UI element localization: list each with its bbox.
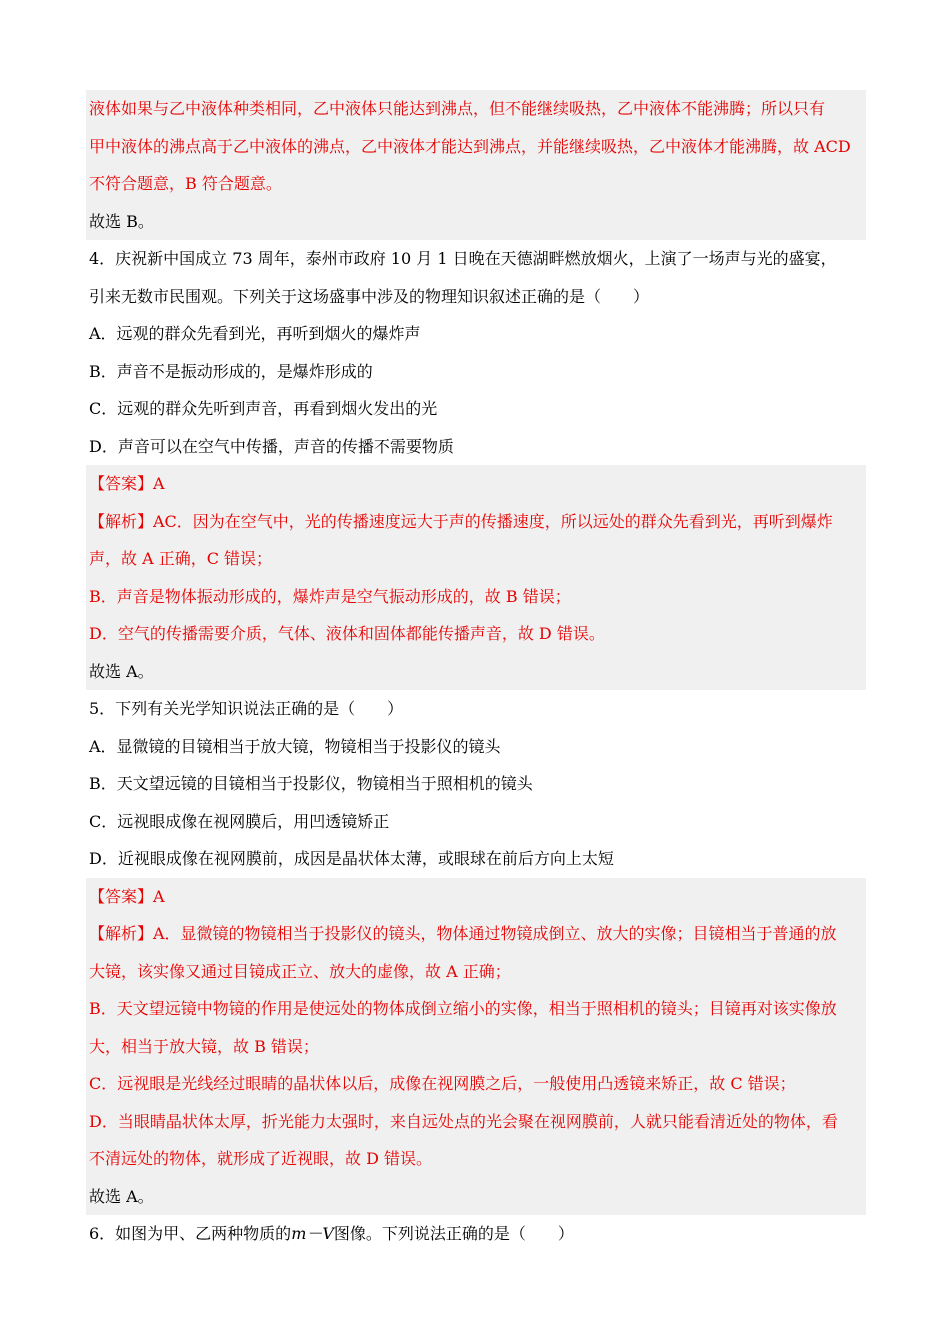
question-stem: 4．庆祝新中国成立 73 周年，泰州市政府 10 月 1 日晚在天德湖畔燃放烟火，上演了一场声与光的盛宴， bbox=[89, 249, 837, 268]
solution-conclusion: 故选 B。 bbox=[86, 203, 866, 241]
option-d: D．声音可以在空气中传播，声音的传播不需要物质 bbox=[89, 436, 454, 456]
analysis-line: B．天文望远镜中物镜的作用是使远处的物体成倒立缩小的实像，相当于照相机的镜头；目镜再对该实像放 bbox=[86, 990, 866, 1028]
solution-line: 液体如果与乙中液体种类相同，乙中液体只能达到沸点，但不能继续吸热，乙中液体不能沸腾；所以只有 bbox=[86, 90, 866, 128]
analysis-line: 大镜，该实像又通过目镜成正立、放大的虚像，故 A 正确； bbox=[86, 953, 866, 991]
solution-line: 不符合题意，B 符合题意。 bbox=[86, 165, 866, 203]
stem-prefix: 6．如图为甲、乙两种物质的 bbox=[89, 1224, 292, 1243]
analysis-conclusion: 故选 A。 bbox=[86, 1178, 866, 1216]
option-c: C．远观的群众先听到声音，再看到烟火发出的光 bbox=[89, 399, 438, 418]
analysis-line: D．空气的传播需要介质，气体、液体和固体都能传播声音，故 D 错误。 bbox=[86, 615, 866, 653]
answer-label: 【答案】A bbox=[86, 465, 866, 503]
option-b: B．声音不是振动形成的，是爆炸形成的 bbox=[89, 361, 373, 381]
analysis-line: 【解析】AC．因为在空气中，光的传播速度远大于声的传播速度，所以远处的群众先看到光，再听到爆炸 bbox=[86, 503, 866, 541]
analysis-line: B．声音是物体振动形成的，爆炸声是空气振动形成的，故 B 错误； bbox=[86, 578, 866, 616]
analysis-conclusion: 故选 A。 bbox=[86, 653, 866, 691]
analysis-line: 不清远处的物体，就形成了近视眼，故 D 错误。 bbox=[86, 1140, 866, 1178]
option-a: A．显微镜的目镜相当于放大镜，物镜相当于投影仪的镜头 bbox=[89, 736, 501, 756]
answer-block-4 bbox=[86, 465, 866, 690]
document-page bbox=[86, 90, 866, 1253]
question-4 bbox=[86, 240, 866, 465]
question-6-stem bbox=[86, 1215, 866, 1253]
analysis-line: D．当眼睛晶状体太厚，折光能力太强时，来自远处点的光会聚在视网膜前，人就只能看清近处的物体，看 bbox=[86, 1103, 866, 1141]
answer-block-5 bbox=[86, 878, 866, 1216]
answer-label: 【答案】A bbox=[86, 878, 866, 916]
analysis-line: 大，相当于放大镜，故 B 错误； bbox=[86, 1028, 866, 1066]
option-a: A．远观的群众先看到光，再听到烟火的爆炸声 bbox=[89, 324, 421, 343]
question-stem: 5．下列有关光学知识说法正确的是（ ） bbox=[89, 699, 404, 718]
analysis-line: 声，故 A 正确，C 错误； bbox=[86, 540, 866, 578]
option-d: D．近视眼成像在视网膜前，成因是晶状体太薄，或眼球在前后方向上太短 bbox=[89, 849, 614, 868]
question-stem: 引来无数市民围观。下列关于这场盛事中涉及的物理知识叙述正确的是（ ） bbox=[89, 286, 650, 306]
analysis-line: 【解析】A．显微镜的物镜相当于投影仪的镜头，物体通过物镜成倒立、放大的实像；目镜相当于普通的放 bbox=[86, 915, 866, 953]
option-c: C．远视眼成像在视网膜后，用凹透镜矫正 bbox=[89, 811, 390, 831]
prev-solution-block bbox=[86, 90, 866, 240]
option-b: B．天文望远镜的目镜相当于投影仪，物镜相当于照相机的镜头 bbox=[89, 774, 533, 793]
stem-math: m－V bbox=[291, 1224, 334, 1243]
analysis-line: C．远视眼是光线经过眼睛的晶状体以后，成像在视网膜之后，一般使用凸透镜来矫正，故 C 错误； bbox=[86, 1065, 866, 1103]
solution-line: 甲中液体的沸点高于乙中液体的沸点，乙中液体才能达到沸点，并能继续吸热，乙中液体才能沸腾，故 ACD bbox=[86, 128, 866, 166]
stem-suffix: 图像。下列说法正确的是（ ） bbox=[333, 1224, 574, 1243]
question-5 bbox=[86, 690, 866, 878]
